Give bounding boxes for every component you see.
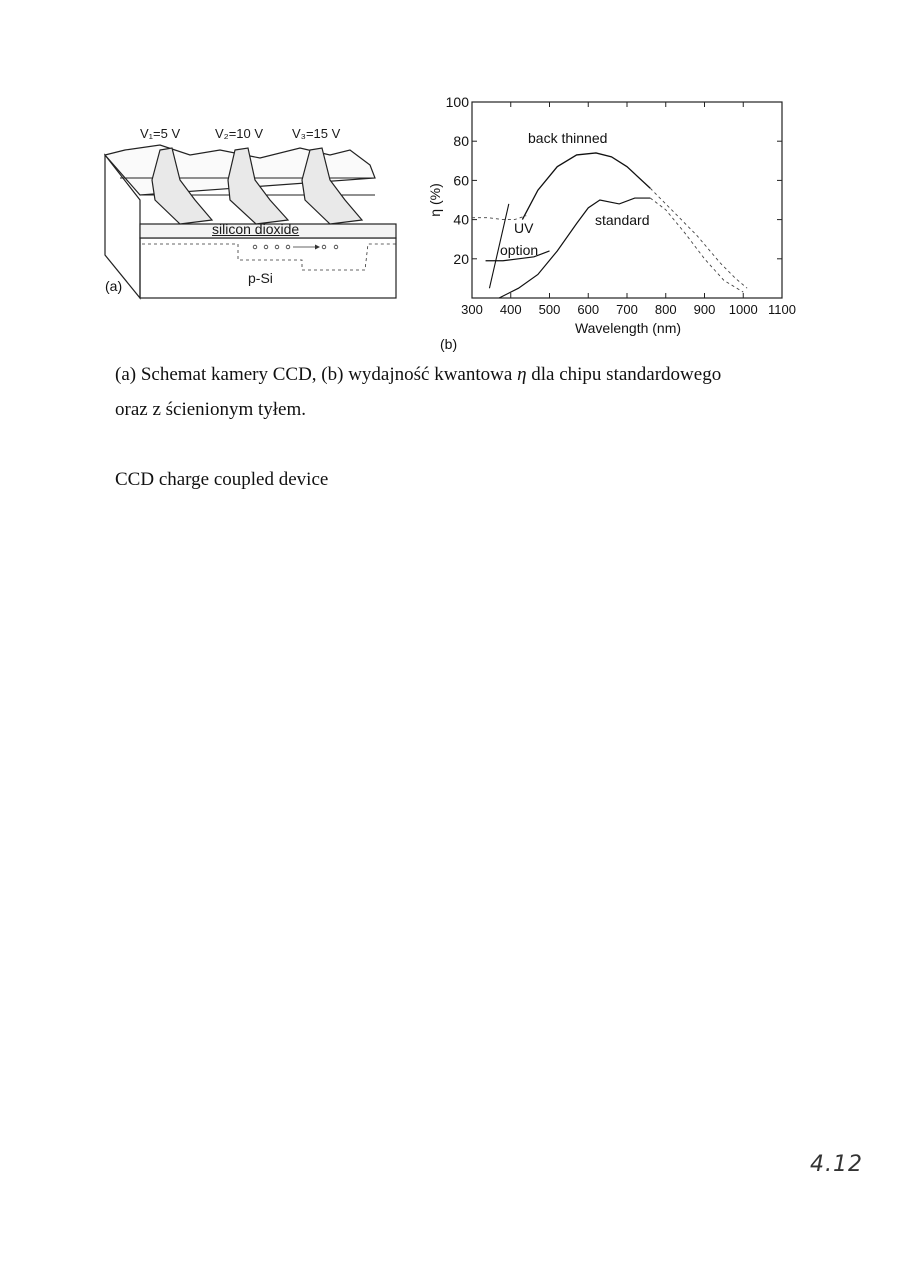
caption-text-a: (a) Schemat kamery CCD, (b) wydajność kwantowa [115,364,518,385]
annotation-uv: UV [514,220,534,236]
caption-text-b: dla chipu standardowego [526,364,722,385]
panel-label-b: (b) [440,336,458,352]
figure-a [100,120,400,305]
x-tick-label: 600 [577,302,600,317]
ccd-note: CCD charge coupled device [115,469,329,490]
y-tick-label: 40 [453,211,469,228]
x-tick-label: 700 [616,302,638,317]
page-number: 4.12 [810,1152,863,1177]
annotation-standard: standard [595,212,650,228]
panel-label-a: (a) [105,278,123,294]
annotation-option: option [500,242,539,258]
x-tick-label: 800 [654,302,677,317]
series-line [472,216,526,220]
figure-caption-line-1 [115,364,721,386]
series-line-dashed [650,188,747,288]
x-tick-label: 1100 [768,302,796,317]
caption-eta: η [517,364,527,385]
x-tick-label: 500 [538,302,561,317]
x-tick-label: 900 [693,302,716,317]
y-axis-label: η (%) [427,183,443,217]
voltage-label-1: V₁=5 V [140,126,181,141]
x-tick-label: 300 [461,302,483,317]
figure-caption-line-2: oraz z ścienionym tyłem. [115,399,306,420]
x-tick-label: 1000 [728,302,758,317]
y-tick-label: 20 [453,250,469,267]
plot-frame [472,102,782,298]
x-axis-label: Wavelength (nm) [574,320,682,336]
quantum-efficiency-chart [410,90,810,358]
voltage-label-3: V₃=15 V [292,126,341,141]
substrate-label: p-Si [248,270,273,286]
y-tick-label: 80 [453,133,469,150]
y-tick-label: 100 [445,94,469,110]
y-tick-label: 60 [453,172,469,189]
series-line-dashed [650,198,743,292]
voltage-label-2: V₂=10 V [215,126,264,141]
annotation-back-thinned: back thinned [528,130,608,146]
oxide-label: silicon dioxide [212,221,300,237]
x-tick-label: 400 [499,302,522,317]
figure-b [410,90,810,358]
